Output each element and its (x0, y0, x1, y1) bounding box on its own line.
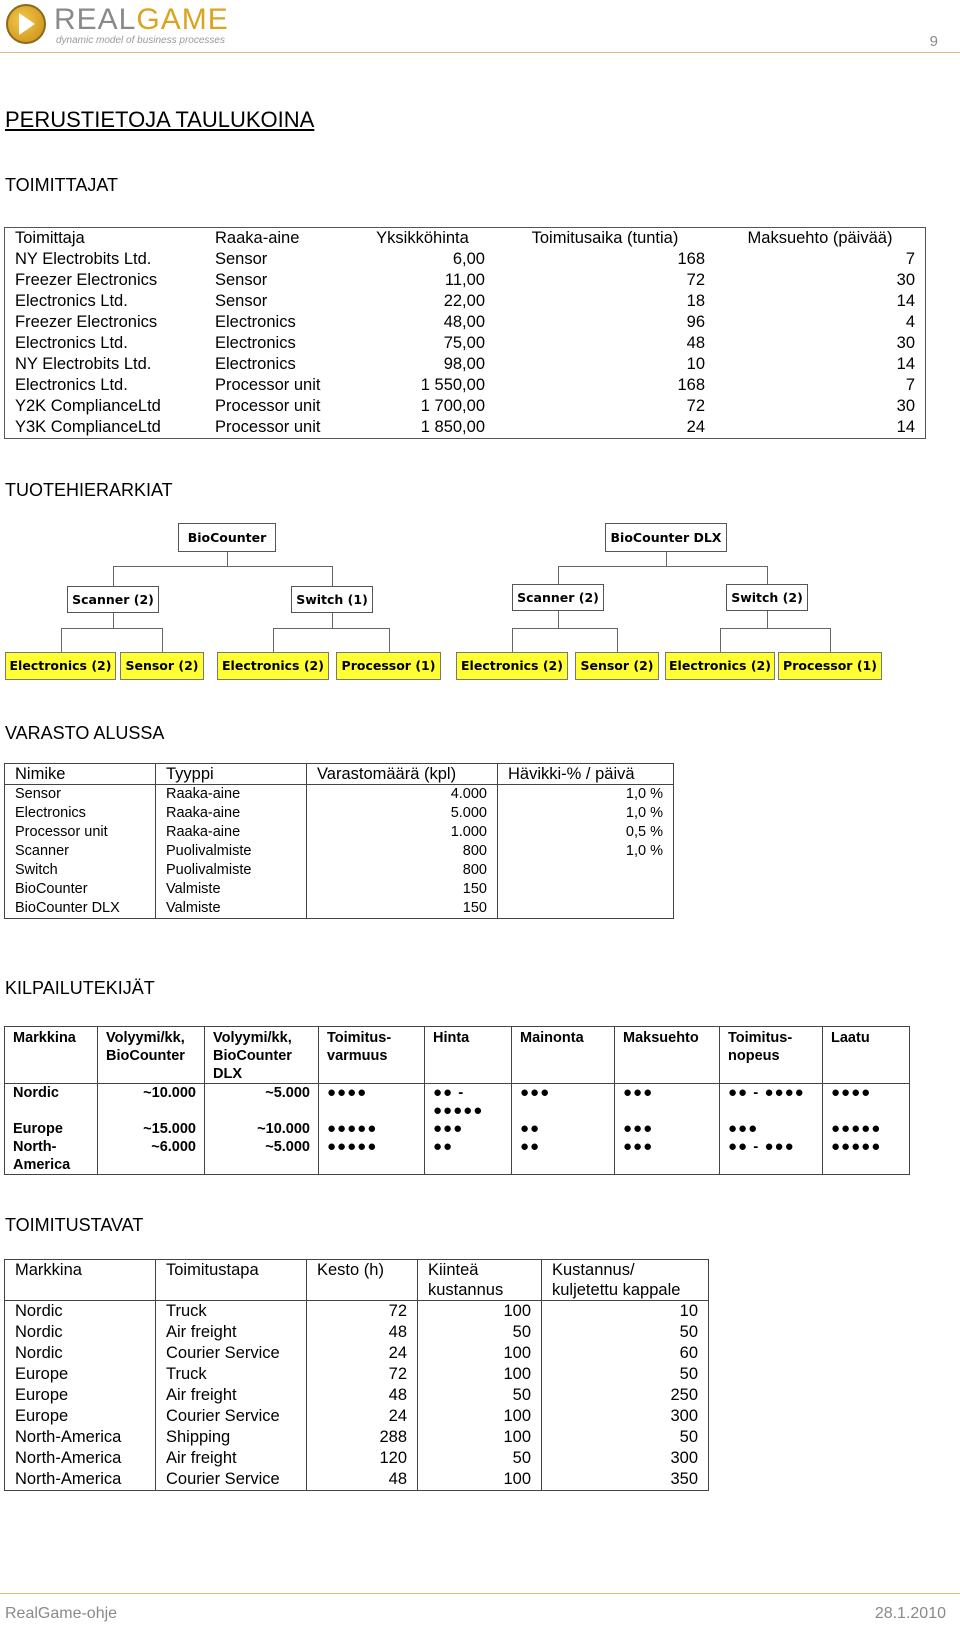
table-cell: BioCounter DLX (5, 899, 156, 919)
table-cell: ~15.000 (98, 1120, 205, 1138)
table-row (5, 249, 926, 270)
table-row (5, 1084, 910, 1121)
table-cell: Y2K ComplianceLtd (15, 397, 161, 415)
table-cell: Nordic (5, 1084, 98, 1121)
competition-col-header: Laatu (823, 1027, 910, 1084)
table-cell: 7 (905, 250, 915, 268)
table-row (5, 1448, 709, 1469)
suppliers-table (4, 227, 926, 439)
table-cell: Sensor (215, 271, 268, 289)
suppliers-col-header: Raaka-aine (215, 229, 300, 247)
table-cell: 1 700,00 (420, 397, 485, 415)
table-cell: ●● - ●●●● (720, 1084, 823, 1121)
table-cell: 7 (905, 376, 915, 394)
table-cell: ~6.000 (98, 1138, 205, 1175)
table-cell: 50 (542, 1322, 709, 1343)
delivery-table (4, 1259, 709, 1491)
table-cell: ●● (425, 1138, 512, 1175)
delivery-col-header: Kustannus/ kuljetettu kappale (542, 1260, 709, 1301)
table-cell: Processor unit (215, 418, 321, 436)
hierarchy-heading: TUOTEHIERARKIAT (5, 480, 173, 500)
connector-line (767, 566, 768, 584)
header-divider (0, 52, 960, 53)
connector-line (113, 613, 114, 628)
connector-line (767, 611, 768, 628)
table-cell: 100 (418, 1301, 542, 1323)
table-cell: 98,00 (443, 355, 485, 373)
table-cell: Nordic (5, 1343, 156, 1364)
table-cell: 1,0 % (498, 785, 674, 805)
table-cell: Electronics (215, 355, 296, 373)
table-cell: Switch (5, 861, 156, 880)
table-cell: 0,5 % (498, 823, 674, 842)
suppliers-col-header: Maksuehto (päivää) (747, 229, 893, 247)
table-row (5, 880, 674, 899)
hierarchy-leaf-node: Electronics (2) (5, 652, 116, 680)
table-cell: 14 (896, 418, 915, 436)
table-cell: Europe (5, 1120, 98, 1138)
competition-col-header: Maksuehto (615, 1027, 720, 1084)
table-cell: ●● - ●●● (720, 1138, 823, 1175)
competition-col-header: Toimitus-nopeus (720, 1027, 823, 1084)
connector-line (558, 566, 559, 584)
delivery-col-header: Toimitustapa (156, 1260, 307, 1301)
table-cell: Courier Service (156, 1343, 307, 1364)
logo-text (54, 4, 229, 36)
table-row (5, 270, 926, 291)
table-cell: NY Electrobits Ltd. (15, 355, 152, 373)
connector-line (332, 613, 333, 628)
table-cell: Nordic (5, 1322, 156, 1343)
table-cell: 150 (307, 880, 498, 899)
table-cell: Freezer Electronics (15, 271, 158, 289)
table-row (5, 1301, 709, 1323)
table-row (5, 1120, 910, 1138)
table-cell: ●● (512, 1138, 615, 1175)
competition-table (4, 1026, 910, 1175)
table-cell: 60 (542, 1343, 709, 1364)
table-cell: Valmiste (156, 899, 307, 919)
connector-line (558, 566, 767, 567)
table-cell: 72 (307, 1364, 418, 1385)
hierarchy-root-node: BioCounter DLX (605, 523, 727, 552)
connector-line (666, 552, 667, 566)
table-row (5, 375, 926, 396)
table-cell: Puolivalmiste (156, 842, 307, 861)
table-cell: 1.000 (307, 823, 498, 842)
table-cell: 50 (542, 1427, 709, 1448)
hierarchy-leaf-node: Processor (1) (336, 652, 441, 680)
table-cell (498, 899, 674, 919)
hierarchy-root-node: BioCounter (178, 523, 276, 552)
table-cell: Courier Service (156, 1469, 307, 1491)
table-cell: ●●●●● (319, 1138, 425, 1175)
play-triangle-icon (19, 13, 35, 35)
table-cell: ●●●● (319, 1084, 425, 1121)
table-cell: 4.000 (307, 785, 498, 805)
table-cell: 100 (418, 1364, 542, 1385)
hierarchy-leaf-node: Electronics (2) (217, 652, 329, 680)
table-cell: 30 (896, 397, 915, 415)
table-cell: 5.000 (307, 804, 498, 823)
table-row (5, 842, 674, 861)
hierarchy-leaf-node: Sensor (2) (120, 652, 204, 680)
table-cell: ●●● (615, 1120, 720, 1138)
table-cell: 48 (307, 1385, 418, 1406)
table-cell: ●● - ●●●●● (425, 1084, 512, 1121)
connector-line (61, 628, 163, 629)
table-cell (498, 880, 674, 899)
table-cell: Raaka-aine (156, 785, 307, 805)
table-row (5, 396, 926, 417)
table-cell: 72 (686, 271, 705, 289)
table-cell: North-America (5, 1138, 98, 1175)
table-row (5, 1385, 709, 1406)
table-row (5, 1469, 709, 1491)
table-cell: Processor unit (215, 397, 321, 415)
table-cell: North-America (5, 1469, 156, 1491)
table-cell: Air freight (156, 1385, 307, 1406)
table-cell: 72 (307, 1301, 418, 1323)
competition-col-header: Hinta (425, 1027, 512, 1084)
connector-line (332, 566, 333, 586)
table-cell: North-America (5, 1427, 156, 1448)
table-cell: Raaka-aine (156, 804, 307, 823)
table-cell: 24 (307, 1406, 418, 1427)
table-cell: 168 (677, 250, 705, 268)
table-cell: 30 (896, 271, 915, 289)
suppliers-col-header: Yksikköhinta (376, 229, 469, 247)
table-row (5, 1364, 709, 1385)
table-cell: Europe (5, 1385, 156, 1406)
suppliers-header-row (5, 228, 926, 250)
table-cell: 288 (307, 1427, 418, 1448)
table-row (5, 823, 674, 842)
page-title: PERUSTIETOJA TAULUKOINA (5, 107, 315, 132)
inventory-col-header: Hävikki-% / päivä (498, 764, 674, 785)
hierarchy-component-node: Scanner (2) (67, 586, 159, 613)
table-cell: Truck (156, 1301, 307, 1323)
table-cell: ●●●●● (319, 1120, 425, 1138)
table-cell: 50 (418, 1322, 542, 1343)
inventory-col-header: Varastomäärä (kpl) (307, 764, 498, 785)
table-cell: NY Electrobits Ltd. (15, 250, 152, 268)
table-cell: Nordic (5, 1301, 156, 1323)
connector-line (720, 628, 830, 629)
table-cell: Valmiste (156, 880, 307, 899)
hierarchy-component-node: Switch (2) (726, 584, 808, 611)
table-cell: ●●●●● (823, 1138, 910, 1175)
table-cell: 22,00 (443, 292, 485, 310)
table-cell: 350 (542, 1469, 709, 1491)
delivery-col-header: Kesto (h) (307, 1260, 418, 1301)
connector-line (273, 628, 389, 629)
table-cell: ●●●●● (823, 1120, 910, 1138)
table-row (5, 417, 926, 439)
table-cell: North-America (5, 1448, 156, 1469)
logo-tagline: dynamic model of business processes (56, 35, 225, 46)
table-cell: 10 (542, 1301, 709, 1323)
table-cell: 300 (542, 1448, 709, 1469)
hierarchy-leaf-node: Processor (1) (778, 652, 882, 680)
table-cell: 300 (542, 1406, 709, 1427)
connector-line (617, 628, 618, 652)
table-cell: ●●● (425, 1120, 512, 1138)
connector-line (273, 628, 274, 652)
connector-line (512, 628, 617, 629)
connector-line (162, 628, 163, 652)
table-cell: 6,00 (452, 250, 485, 268)
table-cell: 72 (686, 397, 705, 415)
connector-line (830, 628, 831, 652)
hierarchy-leaf-node: Sensor (2) (575, 652, 659, 680)
competition-heading: KILPAILUTEKIJÄT (5, 978, 155, 998)
inventory-col-header: Tyyppi (156, 764, 307, 785)
page-number: 9 (929, 33, 938, 50)
table-row (5, 1406, 709, 1427)
suppliers-col-header: Toimitusaika (tuntia) (531, 229, 679, 247)
table-cell: 120 (307, 1448, 418, 1469)
table-cell: 10 (686, 355, 705, 373)
suppliers-heading: TOIMITTAJAT (5, 175, 118, 195)
table-cell: Truck (156, 1364, 307, 1385)
hierarchy-leaf-node: Electronics (2) (665, 652, 775, 680)
table-cell: 1,0 % (498, 804, 674, 823)
table-cell: 48 (307, 1469, 418, 1491)
table-cell: 50 (418, 1448, 542, 1469)
competition-col-header: Toimitus-varmuus (319, 1027, 425, 1084)
table-cell: 100 (418, 1343, 542, 1364)
table-row (5, 899, 674, 919)
table-cell: 50 (542, 1364, 709, 1385)
table-cell: ●●● (720, 1120, 823, 1138)
connector-line (512, 628, 513, 652)
footer-date: 28.1.2010 (874, 1605, 946, 1622)
table-cell: Europe (5, 1364, 156, 1385)
table-cell: ●● (512, 1120, 615, 1138)
hierarchy-component-node: Scanner (2) (512, 584, 604, 611)
competition-col-header: Mainonta (512, 1027, 615, 1084)
table-cell: Electronics (215, 313, 296, 331)
inventory-header-row (5, 764, 674, 785)
table-row (5, 1322, 709, 1343)
table-cell: 48 (307, 1322, 418, 1343)
competition-header-row (5, 1027, 910, 1084)
table-cell: Freezer Electronics (15, 313, 158, 331)
table-row (5, 804, 674, 823)
connector-line (113, 566, 114, 586)
table-row (5, 785, 674, 805)
table-row (5, 1138, 910, 1175)
table-cell: Processor unit (5, 823, 156, 842)
table-row (5, 861, 674, 880)
table-cell: Shipping (156, 1427, 307, 1448)
connector-line (389, 628, 390, 652)
table-cell: 100 (418, 1469, 542, 1491)
table-row (5, 333, 926, 354)
table-row (5, 312, 926, 333)
table-cell: 18 (686, 292, 705, 310)
delivery-col-header: Kiinteä kustannus (418, 1260, 542, 1301)
table-cell: 250 (542, 1385, 709, 1406)
inventory-table (4, 763, 674, 919)
competition-col-header: Volyymi/kk, BioCounter DLX (205, 1027, 319, 1084)
table-cell: 100 (418, 1406, 542, 1427)
table-cell: ●●● (615, 1138, 720, 1175)
connector-line (227, 552, 228, 566)
table-row (5, 291, 926, 312)
inventory-col-header: Nimike (5, 764, 156, 785)
table-cell: 30 (896, 334, 915, 352)
inventory-heading: VARASTO ALUSSA (5, 723, 165, 743)
table-cell: Processor unit (215, 376, 321, 394)
competition-col-header: Volyymi/kk, BioCounter (98, 1027, 205, 1084)
table-cell: Raaka-aine (156, 823, 307, 842)
hierarchy-component-node: Switch (1) (291, 586, 373, 613)
table-cell: ~5.000 (205, 1138, 319, 1175)
table-cell: Puolivalmiste (156, 861, 307, 880)
table-cell: 1 550,00 (420, 376, 485, 394)
connector-line (720, 628, 721, 652)
table-row (5, 1427, 709, 1448)
table-cell: 48,00 (443, 313, 485, 331)
table-cell: 1 850,00 (420, 418, 485, 436)
logo-real: REAL (54, 3, 137, 36)
table-cell: 11,00 (444, 271, 485, 289)
table-cell: Electronics (215, 334, 296, 352)
footer-divider (0, 1593, 960, 1594)
table-cell: 4 (905, 313, 915, 331)
table-cell: Electronics Ltd. (15, 376, 128, 394)
table-cell: ~5.000 (205, 1084, 319, 1121)
suppliers-col-header: Toimittaja (15, 229, 85, 247)
table-cell: 800 (307, 842, 498, 861)
table-cell: ~10.000 (98, 1084, 205, 1121)
hierarchy-leaf-node: Electronics (2) (456, 652, 568, 680)
table-cell: Electronics Ltd. (15, 334, 128, 352)
realgame-logo (6, 4, 236, 48)
table-cell: 1,0 % (498, 842, 674, 861)
table-cell: Sensor (5, 785, 156, 805)
table-cell: Electronics (5, 804, 156, 823)
table-cell: 100 (418, 1427, 542, 1448)
table-cell: Electronics Ltd. (15, 292, 128, 310)
competition-col-header: Markkina (5, 1027, 98, 1084)
table-cell: 14 (896, 355, 915, 373)
table-cell: Scanner (5, 842, 156, 861)
delivery-col-header: Markkina (5, 1260, 156, 1301)
table-cell: Air freight (156, 1448, 307, 1469)
table-cell: 168 (677, 376, 705, 394)
table-cell: Y3K ComplianceLtd (15, 418, 161, 436)
logo-game: GAME (136, 3, 229, 36)
table-cell: Courier Service (156, 1406, 307, 1427)
table-cell: 24 (307, 1343, 418, 1364)
table-cell: 96 (686, 313, 705, 331)
table-cell: ●●● (512, 1084, 615, 1121)
table-cell: 75,00 (443, 334, 485, 352)
footer-title: RealGame-ohje (5, 1605, 118, 1622)
table-row (5, 1343, 709, 1364)
table-cell: 150 (307, 899, 498, 919)
table-row (5, 354, 926, 375)
table-cell: ●●●● (823, 1084, 910, 1121)
connector-line (113, 566, 332, 567)
delivery-header-row (5, 1260, 709, 1301)
table-cell: 50 (418, 1385, 542, 1406)
table-cell: Sensor (215, 292, 268, 310)
connector-line (61, 628, 62, 652)
connector-line (558, 611, 559, 628)
table-cell: Air freight (156, 1322, 307, 1343)
table-cell (498, 861, 674, 880)
table-cell: 48 (686, 334, 705, 352)
table-cell: ~10.000 (205, 1120, 319, 1138)
table-cell: 800 (307, 861, 498, 880)
table-cell: ●●● (615, 1084, 720, 1121)
table-cell: BioCounter (5, 880, 156, 899)
table-cell: Europe (5, 1406, 156, 1427)
table-cell: 24 (686, 418, 705, 436)
delivery-heading: TOIMITUSTAVAT (5, 1215, 144, 1235)
table-cell: Sensor (215, 250, 268, 268)
table-cell: 14 (896, 292, 915, 310)
